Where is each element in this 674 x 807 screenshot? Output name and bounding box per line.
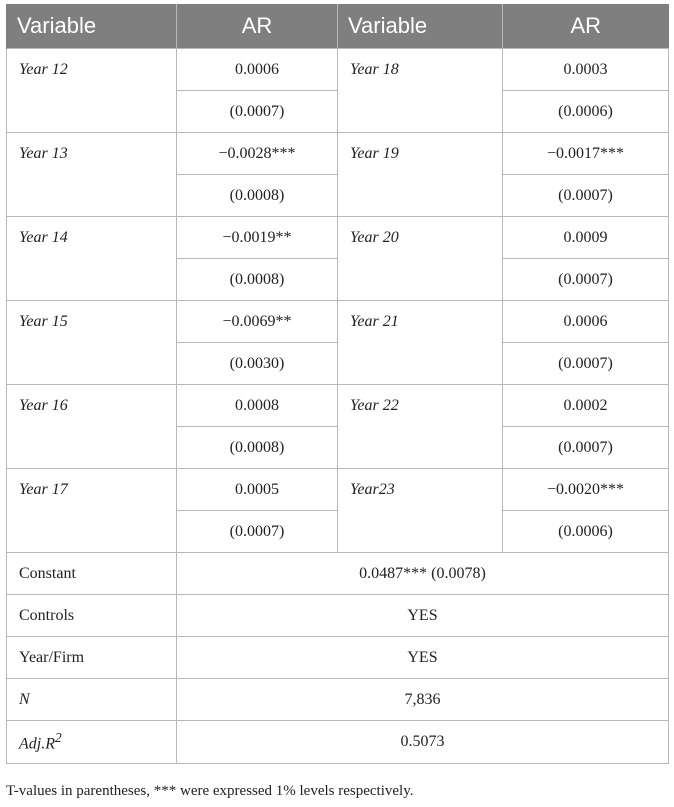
coefficient-cell: −0.0069** bbox=[177, 301, 338, 343]
summary-label: Year/Firm bbox=[7, 637, 177, 679]
year-variable-cell: Year 14 bbox=[7, 217, 177, 301]
coefficient-cell: −0.0028*** bbox=[177, 133, 338, 175]
adj-r2-label-base: Adj.R bbox=[19, 735, 55, 753]
coefficient-cell: −0.0020*** bbox=[503, 469, 669, 511]
regression-table bbox=[6, 4, 669, 764]
year-variable-cell: Year 16 bbox=[7, 385, 177, 469]
header-ar-left: AR bbox=[177, 4, 338, 49]
coefficient-cell: 0.0003 bbox=[503, 49, 669, 91]
summary-label: Controls bbox=[7, 595, 177, 637]
std-error-cell: (0.0008) bbox=[177, 175, 338, 217]
summary-value: YES bbox=[177, 637, 669, 679]
table-row bbox=[7, 469, 669, 511]
summary-row-n bbox=[7, 679, 669, 721]
summary-value: 0.0487*** (0.0078) bbox=[177, 553, 669, 595]
header-variable-right: Variable bbox=[338, 4, 503, 49]
coefficient-cell: 0.0005 bbox=[177, 469, 338, 511]
std-error-cell: (0.0007) bbox=[503, 343, 669, 385]
table-row bbox=[7, 217, 669, 259]
summary-value: YES bbox=[177, 595, 669, 637]
summary-value: 7,836 bbox=[177, 679, 669, 721]
std-error-cell: (0.0008) bbox=[177, 259, 338, 301]
year-variable-cell: Year23 bbox=[338, 469, 503, 553]
std-error-cell: (0.0006) bbox=[503, 511, 669, 553]
std-error-cell: (0.0007) bbox=[503, 427, 669, 469]
std-error-cell: (0.0007) bbox=[503, 175, 669, 217]
header-variable-left: Variable bbox=[7, 4, 177, 49]
std-error-cell: (0.0006) bbox=[503, 91, 669, 133]
coefficient-cell: 0.0006 bbox=[177, 49, 338, 91]
summary-row-adj-r2 bbox=[7, 721, 669, 764]
year-variable-cell: Year 19 bbox=[338, 133, 503, 217]
adj-r2-label-superscript: 2 bbox=[55, 730, 62, 746]
year-variable-cell: Year 21 bbox=[338, 301, 503, 385]
table-footnote: T-values in parentheses, *** were expressed 1% levels respectively. bbox=[6, 783, 414, 799]
table-row bbox=[7, 133, 669, 175]
summary-label: Constant bbox=[7, 553, 177, 595]
std-error-cell: (0.0008) bbox=[177, 427, 338, 469]
table-row bbox=[7, 385, 669, 427]
header-ar-right: AR bbox=[503, 4, 669, 49]
year-variable-cell: Year 13 bbox=[7, 133, 177, 217]
coefficient-cell: 0.0006 bbox=[503, 301, 669, 343]
coefficient-cell: −0.0019** bbox=[177, 217, 338, 259]
adj-r2-label bbox=[7, 721, 177, 764]
year-variable-cell: Year 18 bbox=[338, 49, 503, 133]
coefficient-cell: 0.0008 bbox=[177, 385, 338, 427]
year-variable-cell: Year 15 bbox=[7, 301, 177, 385]
adj-r2-value: 0.5073 bbox=[177, 721, 669, 764]
summary-row-constant bbox=[7, 553, 669, 595]
std-error-cell: (0.0007) bbox=[503, 259, 669, 301]
table-row bbox=[7, 49, 669, 91]
table-row bbox=[7, 301, 669, 343]
year-variable-cell: Year 12 bbox=[7, 49, 177, 133]
std-error-cell: (0.0030) bbox=[177, 343, 338, 385]
coefficient-cell: 0.0002 bbox=[503, 385, 669, 427]
std-error-cell: (0.0007) bbox=[177, 511, 338, 553]
coefficient-cell: 0.0009 bbox=[503, 217, 669, 259]
std-error-cell: (0.0007) bbox=[177, 91, 338, 133]
year-variable-cell: Year 22 bbox=[338, 385, 503, 469]
summary-row-controls bbox=[7, 595, 669, 637]
header-row bbox=[7, 4, 669, 49]
coefficient-cell: −0.0017*** bbox=[503, 133, 669, 175]
summary-label: N bbox=[7, 679, 177, 721]
year-variable-cell: Year 17 bbox=[7, 469, 177, 553]
summary-row-year-firm bbox=[7, 637, 669, 679]
year-variable-cell: Year 20 bbox=[338, 217, 503, 301]
